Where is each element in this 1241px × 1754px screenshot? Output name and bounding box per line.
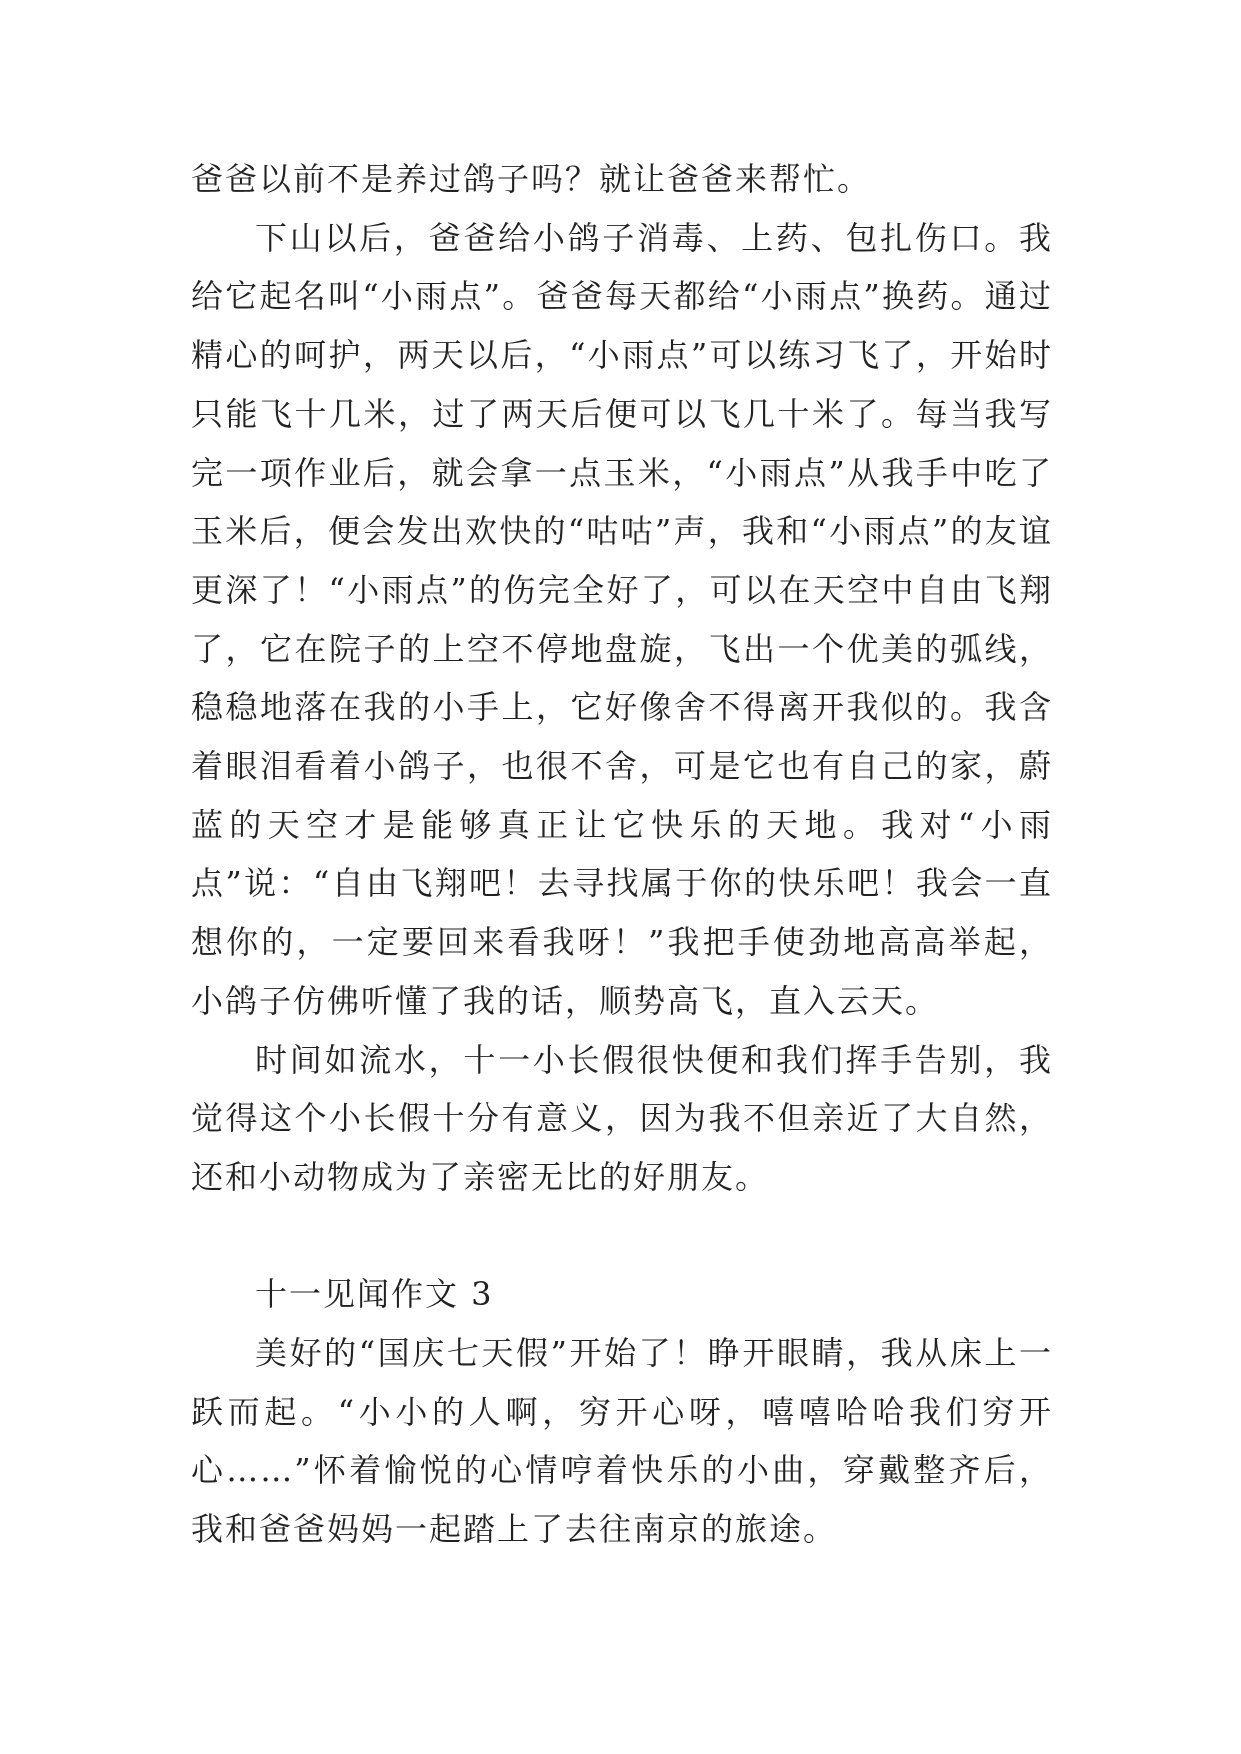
paragraph-conclusion: 时间如流水，十一小长假很快便和我们挥手告别，我觉得这个小长假十分有意义，因为我不但亲近了大自然，还和小动物成为了亲密无比的好朋友。 bbox=[191, 1040, 1053, 1196]
paragraph-pigeon-care: 下山以后，爸爸给小鸽子消毒、上药、包扎伤口。我给它起名叫“小雨点”。爸爸每天都给“小雨点”换药。通过精心的呵护，两天以后，“小雨点”可以练习飞了，开始时只能飞十几米，过了两天后便可以飞几十米了。每当我写完一项作业后，就会拿一点玉米，“小雨点”从我手中吃了玉米后，便会发出欢快的“咕咕”声，我和“小雨点”的友谊更深了！“小雨点”的伤完全好了，可以在天空中自由飞翔了，它在院子的上空不停地盘旋，飞出一个优美的弧线，稳稳地落在我的小手上，它好像舍不得离开我似的。我含着眼泪看着小鸽子，也很不舍，可是它也有自己的家，蔚蓝的天空才是能够真正让它快乐的天地。我对“小雨点”说：“自由飞翔吧！去寻找属于你的快乐吧！我会一直想你的，一定要回来看我呀！”我把手使劲地高高举起，小鸽子仿佛听懂了我的话，顺势高飞，直入云天。 bbox=[191, 218, 1053, 1020]
paragraph-national-day: 美好的“国庆七天假”开始了！睁开眼睛，我从床上一跃而起。“小小的人啊，穷开心呀，嘻嘻哈哈我们穷开心……”怀着愉悦的心情哼着快乐的小曲，穿戴整齐后，我和爸爸妈妈一起踏上了去往南京的旅途。 bbox=[191, 1334, 1053, 1549]
paragraph-continuation: 爸爸以前不是养过鸽子吗？就让爸爸来帮忙。 bbox=[191, 160, 872, 198]
document-page bbox=[191, 150, 1053, 1559]
section-spacer bbox=[191, 1207, 1053, 1266]
section-heading: 十一见闻作文 3 bbox=[255, 1275, 494, 1314]
